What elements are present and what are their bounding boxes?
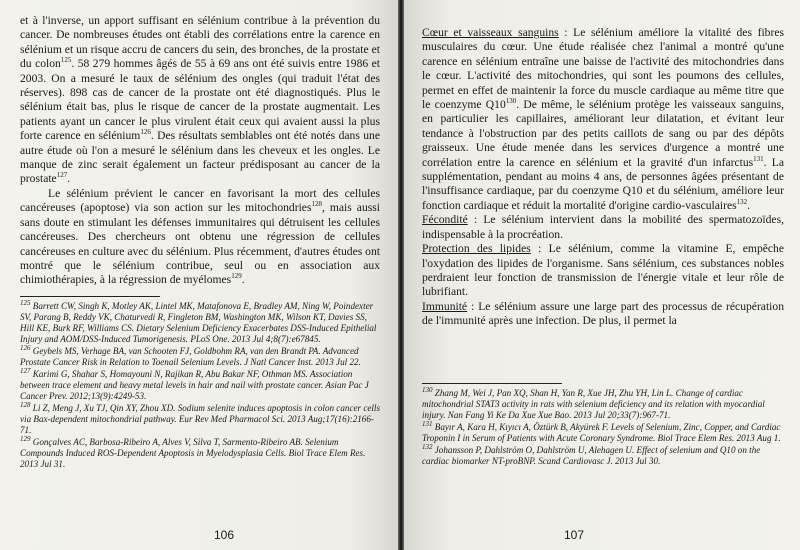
footnote-marker: 128 <box>311 200 322 209</box>
footnote-text: Bayır A, Kara H, Kıyıcı A, Öztürk B, Akyürek F. Levels of Selenium, Zinc, Copper, and Cardiac Troponin I in Serum of Patients with Acute Coronary Syndrome. Biol Trace Elem Res. 2013 Aug 1. <box>422 422 781 443</box>
footnote-number: 128 <box>20 400 31 409</box>
paragraph-text: . La supplémentation, pendant au moins 4 ans, de personnes âgées présentant de l'insuffisance cardiaque, par du coenzyme Q10 et du sélénium, améliore leur fonction cardiaque et réduit la mortalité d'origine cardio-vasculaires <box>422 155 784 212</box>
footnote <box>20 400 380 436</box>
footnote-number: 131 <box>422 419 433 428</box>
paragraph-text: . De même, le sélénium protège les vaisseaux sanguins, en particulier les capillaires, améliorant leur dilatation, et évitant leur tendance à l'obstruction par des petits caillots de sang ou par des dépôts graisseux. Une étude menée dans les services d'urgence a montré une corrélation entre la carence en sélénium et la gravité d'un infarctus <box>422 98 784 169</box>
footnote-number: 132 <box>422 442 433 451</box>
footnote-text: Li Z, Meng J, Xu TJ, Qin XY, Zhou XD. Sodium selenite induces apoptosis in colon cancer cells via Bax-dependent mitochondrial pathway. Eur Rev Med Pharmacol Sci. 2013 Aug;17(16):2166-71. <box>20 403 380 435</box>
footnote-text: Karimi G, Shahar S, Homayouni N, Rajikan R, Abu Bakar NF, Othman MS. Association between trace element and heavy metal levels in hair and nail with prostate cancer. Asian Pac J Cancer Prev. 2012;13(9):4249-53. <box>20 369 369 401</box>
right-footnotes <box>422 383 784 468</box>
section-heading: Cœur et vaisseaux sanguins <box>422 26 559 39</box>
section-heading: Immunité <box>422 299 468 313</box>
paragraph-text: et à l'inverse, un apport suffisant en sélénium contribue à la prévention du cancer. De nombreuses études ont établi des corrélations entre la carence en sélénium et un risque accru de cancers du sein, des bronches, de la prostate et du colon <box>20 14 380 71</box>
paragraph-text: : Le sélénium assure une large part des processus de récupération de l'immunité après une infection. De plus, il permet la <box>422 299 784 328</box>
footnote <box>20 366 380 402</box>
paragraph-text: . <box>67 172 71 186</box>
footnote-marker: 127 <box>56 171 68 180</box>
paragraph-text: Le sélénium prévient le cancer en favorisant la mort des cellules cancéreuses (apoptose) via son action sur les mitochondries <box>20 186 380 215</box>
footnote-marker: 132 <box>736 198 748 207</box>
footnote <box>422 442 784 467</box>
footnote-marker: 130 <box>505 97 517 106</box>
paragraph-text: : Le sélénium intervient dans la mobilité des spermatozoïdes, indispensable à la procréation. <box>422 213 784 241</box>
body-paragraph <box>20 14 380 187</box>
footnote-text: Johansson P, Dahlström O, Dahlström U, Alehagen U. Effect of selenium and Q10 on the cardiac biomarker NT-proBNP. Scand Cardiovasc J. 2013 Jul 30. <box>422 445 761 466</box>
page-number-right: 107 <box>564 528 585 542</box>
section-fecondite <box>422 213 784 242</box>
footnote-rule <box>422 383 562 384</box>
left-page <box>0 0 398 550</box>
footnote-number: 129 <box>20 434 31 443</box>
body-paragraph <box>20 187 380 288</box>
footnote-number: 130 <box>422 385 433 394</box>
footnote-number: 126 <box>20 343 31 352</box>
section-heading: Protection des lipides <box>422 242 531 256</box>
footnote-text: Gonçalves AC, Barbosa-Ribeiro A, Alves V, Silva T, Sarmento-Ribeiro AB. Selenium Compounds Induced ROS-Dependent Apoptosis in Myelodysplasia Cells. Biol Trace Elem Res. 2013 Jul 31. <box>20 437 366 469</box>
section-coeur <box>422 26 784 213</box>
footnote-text: Zhang M, Wei J, Pan XQ, Shan H, Yan R, Xue JH, Zhu YH, Lin L. Change of cardiac mitochondrial STAT3 activity in rats with selenium deficiency and its relation with myocardial injury. Nan Fang Yi Ke Da Xue Xue Bao. 2013 Jul 20;33(7):967-71. <box>422 388 765 420</box>
section-lipides <box>422 242 784 300</box>
footnote <box>422 385 784 421</box>
right-page-body <box>422 26 784 329</box>
footnote <box>20 434 380 470</box>
section-heading: Fécondité <box>422 213 468 227</box>
paragraph-text: : Le sélénium améliore la vitalité des fibres musculaires du cœur. Une étude réalisée chez l'animal a montré qu'une carence en sélénium entraîne une baisse de l'activité des mitochondries dans le cœur. L'activité des mitochondries, qui sont les poumons des cellules, permet en effet de maintenir la force du muscle cardiaque au même titre que le coenzyme Q10 <box>422 26 784 112</box>
footnote-number: 125 <box>20 298 31 307</box>
paragraph-text: , mais aussi sans doute en stimulant les défenses immunitaires qui détruisent les cellules cancéreuses. Des chercheurs ont obtenu une régression de cellules cancéreuses en culture avec du sélénium. Plus récemment, d'autres études ont montré que le sélénium contribue, seul ou en association aux chimiothérapies, à la régression de myélomes <box>20 201 380 287</box>
footnote-marker: 131 <box>753 154 764 163</box>
footnote-marker: 125 <box>60 56 72 65</box>
footnote <box>422 419 784 444</box>
paragraph-text: . <box>241 273 245 287</box>
page-number-left: 106 <box>214 528 235 542</box>
left-page-body <box>20 14 380 288</box>
footnote <box>20 298 380 345</box>
footnote <box>20 343 380 368</box>
paragraph-text: : Le sélénium, comme la vitamine E, empêche l'oxydation des lipides de l'organisme. Sans sélénium, ces substances nobles perdraient leur fonction de transmission de l'énergie vitale et leur rôle de lubrifiant. <box>422 242 784 299</box>
right-page <box>404 0 800 550</box>
footnote-number: 127 <box>20 366 31 375</box>
footnote-marker: 126 <box>140 128 151 137</box>
paragraph-text: . Des résultats semblables ont été notés dans une autre étude où l'on a mesuré le sélénium dans les cheveux et les ongles. Le manque de zinc serait également un facteur prédisposant au cancer de la prostate <box>20 129 380 186</box>
footnote-marker: 129 <box>231 272 242 281</box>
paragraph-text: . <box>747 198 751 212</box>
footnote-rule <box>20 296 160 297</box>
paragraph-text: . 58 279 hommes âgés de 55 à 69 ans ont été suivis entre 1986 et 2003. On a mesuré le taux de sélénium des ongles (qui traduit l'état des réserves). 898 cas de cancer de la prostate ont été diagnostiqués. Plus le sélénium était bas, plus le risque de cancer de la prostate augmentait. Les patients ayant un cancer le plus virulent était ceux qui avaient aussi la plus forte carence en sélénium <box>20 57 381 143</box>
footnote-text: Geybels MS, Verhage BA, van Schooten FJ, Goldbohm RA, van den Brandt PA. Advanced Prostate Cancer Risk in Relation to Toenail Selenium Levels. J Natl Cancer Inst. 2013 Jul 22. <box>20 346 361 367</box>
section-immunite <box>422 300 784 329</box>
footnote-text: Barrett CW, Singh K, Motley AK, Lintel MK, Matafonova E, Bradley AM, Ning W, Poindexter SV, Parang B, Reddy VK, Chaturvedi R, Fingleton BM, Washington MK, Wilson KT, Davies SS, Hill KE, Burk RF, Williams CS. Dietary Selenium Deficiency Exacerbates DSS-Induced Epithelial Injury and AOM/DSS-Induced Tumorigenesis. PLoS One. 2013 Jul 4;8(7):e67845. <box>20 301 377 344</box>
left-footnotes <box>20 296 380 471</box>
